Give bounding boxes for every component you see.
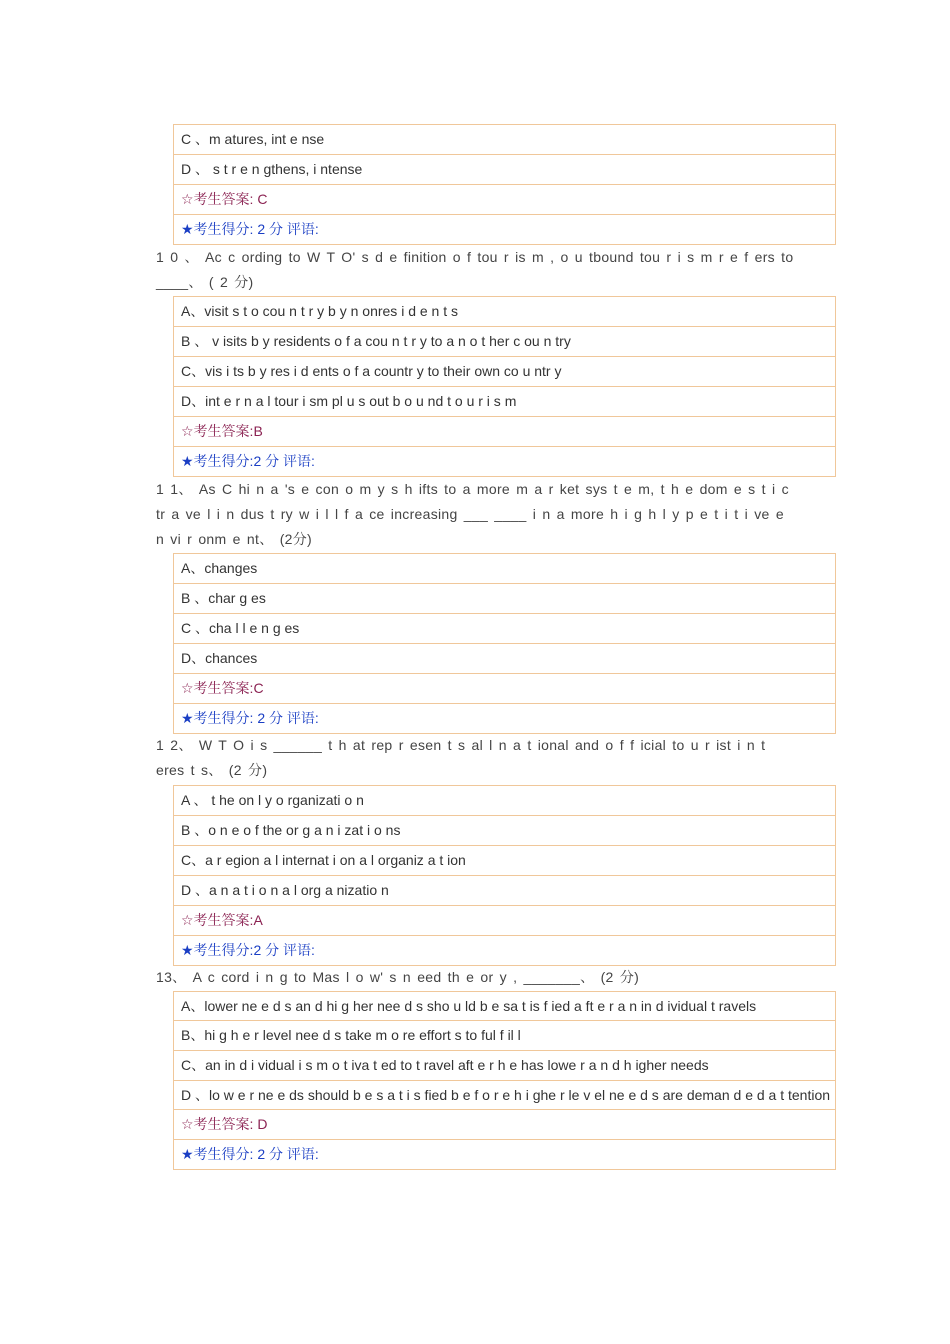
- student-answer: ☆考生答案: D: [174, 1109, 835, 1139]
- option-d: D 、lo w e r ne e ds should b e s a t i s fied b e f o r e h i ghe r le v el ne e d s are deman d e d a t tention: [174, 1080, 835, 1109]
- question-11-text: 1 1、 As C hi n a 's e con o m y s h ifts to a more m a r ket sys t e m, t h e dom e s t i c tr a ve l i n dus t ry w i l l f a ce increasing ___ ____ i n a more h i g h l y p e t i t i ve e n vi r onm e nt、 (2分): [156, 481, 789, 547]
- option-c: C、a r egion a l internat i on a l organiz a t ion: [174, 845, 835, 875]
- option-b: B 、 v isits b y residents o f a cou n t r y to a n o t her c ou n try: [174, 326, 835, 356]
- student-score: ★考生得分:2 分 评语:: [174, 935, 835, 965]
- option-a: A、lower ne e d s an d hi g her nee d s sho u ld b e sa t is f ied a ft e r a n in d ividual t ravels: [181, 998, 757, 1014]
- student-score: ★考生得分:2 分 评语:: [174, 446, 835, 476]
- option-b: B、hi g h e r level nee d s take m o re effort s to ful f il l: [174, 1020, 835, 1050]
- option-a: A 、 t he on l y o rganizati o n: [181, 792, 364, 808]
- option-b: B 、o n e o f the or g a n i zat i o ns: [174, 815, 835, 845]
- option-d: D 、a n a t i o n a l org a nizatio n: [174, 875, 835, 905]
- option-b: B 、char g es: [174, 583, 835, 613]
- option-c: C 、m atures, int e nse: [181, 131, 325, 147]
- student-score: ★考生得分: 2 分 评语:: [174, 214, 835, 244]
- question-10-text: 1 0 、 Ac c ording to W T O' s d e finition o f tou r is m , o u tbound tou r i s m r e f ers to ____、 ( 2 分): [156, 249, 794, 290]
- student-answer: ☆考生答案: C: [174, 184, 835, 214]
- option-c: C、an in d i vidual i s m o t iva t ed to t ravel aft e r h e has lowe r a n d h igher needs: [174, 1050, 835, 1080]
- question-11-options: [173, 553, 836, 734]
- option-d: D、chances: [174, 643, 835, 673]
- student-score: ★考生得分: 2 分 评语:: [174, 1139, 835, 1169]
- student-answer: ☆考生答案:C: [174, 673, 835, 703]
- option-c: C、vis i ts b y res i d ents o f a countr y to their own co u ntr y: [174, 356, 835, 386]
- student-score: ★考生得分: 2 分 评语:: [174, 703, 835, 733]
- option-d: D 、 s t r e n gthens, i ntense: [174, 154, 835, 184]
- question-12-options: [173, 785, 836, 966]
- option-a: A、visit s t o cou n t r y b y n onres i d e n t s: [181, 303, 458, 319]
- option-c: C 、cha l l e n g es: [174, 613, 835, 643]
- student-answer: ☆考生答案:A: [174, 905, 835, 935]
- question-9-options: [173, 124, 836, 245]
- option-d: D、int e r n a l tour i sm pl u s out b o u nd t o u r i s m: [174, 386, 835, 416]
- question-12-text: 1 2、 W T O i s ______ t h at rep r esen t s al l n a t ional and o f f icial to u r ist i n t eres t s、 (2 分): [156, 737, 766, 778]
- option-a: A、changes: [181, 560, 258, 576]
- question-13-text: 13、 A c cord i n g to Mas l o w' s n eed th e or y , _______、 (2 分): [156, 969, 640, 985]
- question-10-options: [173, 296, 836, 477]
- question-13-options: [173, 991, 836, 1170]
- student-answer: ☆考生答案:B: [174, 416, 835, 446]
